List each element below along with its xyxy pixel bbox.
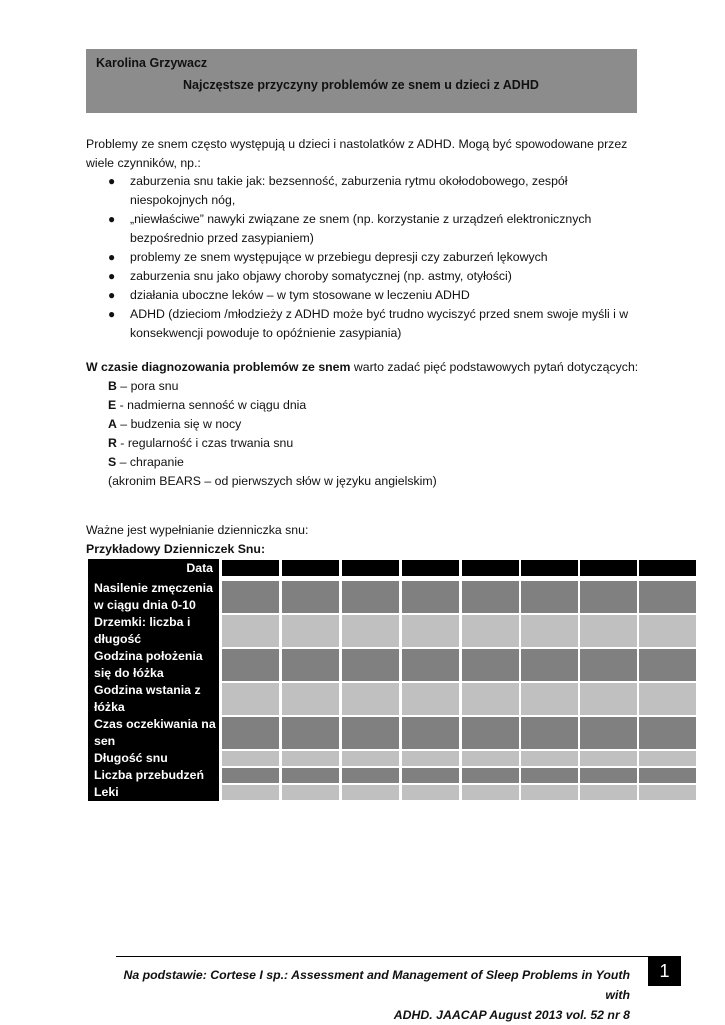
table-cell[interactable] [579,682,638,716]
table-cell[interactable] [221,784,280,801]
bullet-icon: ● [108,288,116,302]
bears-item: R - regularność i czas trwania snu [108,436,294,450]
list-item: ● problemy ze snem występujące w przebiegu depresji czy zaburzeń lękowych [86,248,646,267]
table-cell[interactable] [461,580,520,614]
bears-item: A – budzenia się w nocy [108,417,242,431]
table-cell[interactable] [341,580,400,614]
table-cell[interactable] [520,614,579,648]
bullet-icon: ● [108,307,116,321]
table-cell[interactable] [520,648,579,682]
table-cell[interactable] [221,682,280,716]
table-cell[interactable] [461,767,520,784]
table-cell[interactable] [401,750,460,767]
bears-note: (akronim BEARS – od pierwszych słów w języku angielskim) [108,474,437,488]
bears-item: B – pora snu [108,379,179,393]
table-cell[interactable] [520,750,579,767]
list-item: ● zaburzenia snu jako objawy choroby somatycznej (np. astmy, otyłości) [86,267,646,286]
table-cell[interactable] [341,682,400,716]
page-number: 1 [648,956,681,986]
bullet-icon: ● [108,174,116,188]
table-cell[interactable] [341,750,400,767]
table-cell[interactable] [281,750,340,767]
list-item: ● zaburzenia snu takie jak: bezsenność, zaburzenia rytmu okołodobowego, zespół niespokojnych nóg, [108,174,568,207]
table-cell[interactable] [341,648,400,682]
bears-item: E - nadmierna senność w ciągu dnia [108,398,307,412]
table-row-label: Leki [88,784,219,801]
list-item: ● „niewłaściwe” nawyki związane ze snem (np. korzystanie z urządzeń elektronicznych bezpośrednio przed zasypianiem) [108,212,592,245]
table-cell[interactable] [341,716,400,750]
table-cell[interactable] [221,580,280,614]
intro-paragraph [86,135,646,173]
table-cell[interactable] [638,767,697,784]
table-cell[interactable] [638,716,697,750]
table-header-cell[interactable] [401,559,460,577]
table-cell[interactable] [579,784,638,801]
table-cell[interactable] [579,750,638,767]
table-cell[interactable] [221,767,280,784]
table-row-label: Drzemki: liczba i długość [88,614,219,648]
diagnosis-rest: warto zadać pięć podstawowych pytań dotyczących: [350,360,639,374]
table-cell[interactable] [401,682,460,716]
table-cell[interactable] [579,614,638,648]
table-header-cell[interactable] [579,559,638,577]
table-cell[interactable] [341,614,400,648]
table-header-cell[interactable] [221,559,280,577]
table-cell[interactable] [520,716,579,750]
table-cell[interactable] [221,614,280,648]
header-box [86,49,637,113]
table-cell[interactable] [638,750,697,767]
table-row-label: Godzina położenia się do łóżka [88,648,219,682]
bears-list [108,377,437,491]
table-cell[interactable] [520,784,579,801]
table-cell[interactable] [638,682,697,716]
table-cell[interactable] [579,648,638,682]
intro-line-1: Problemy ze snem często występują u dzieci i nastolatków z ADHD. Mogą być spowodowane przez [86,137,628,151]
diagnosis-paragraph [86,358,646,377]
table-cell[interactable] [461,682,520,716]
bullet-icon: ● [108,212,116,226]
diary-title: Przykładowy Dzienniczek Snu: [86,542,266,556]
footer-divider [116,956,648,957]
table-cell[interactable] [579,716,638,750]
table-cell[interactable] [341,767,400,784]
table-row-label: Czas oczekiwania na sen [88,716,219,750]
table-cell[interactable] [638,648,697,682]
list-item: ● ADHD (dzieciom /młodzieży z ADHD może być trudno wyciszyć przed snem swoje myśli i w konsekwencji powoduje to opóźnienie zasypiania) [108,307,629,340]
bullet-icon: ● [108,250,116,264]
table-cell[interactable] [221,750,280,767]
table-cell[interactable] [461,784,520,801]
table-cell[interactable] [281,614,340,648]
table-cell[interactable] [281,580,340,614]
causes-list [86,172,646,343]
table-cell[interactable] [520,580,579,614]
author-name: Karolina Grzywacz [96,56,208,70]
table-cell[interactable] [221,716,280,750]
table-cell[interactable] [401,580,460,614]
table-header-cell[interactable] [520,559,579,577]
table-cell[interactable] [401,614,460,648]
footer-citation [116,965,630,1025]
table-cell[interactable] [281,784,340,801]
table-header-cell[interactable] [341,559,400,577]
table-row-label: Nasilenie zmęczenia w ciągu dnia 0-10 [88,580,219,614]
table-cell[interactable] [281,716,340,750]
table-cell[interactable] [461,648,520,682]
citation-line-2: ADHD. JAACAP August 2013 vol. 52 nr 8 [393,1008,630,1022]
table-cell[interactable] [221,648,280,682]
table-row-label: Liczba przebudzeń [88,767,219,784]
list-item: ● działania uboczne leków – w tym stosowane w leczeniu ADHD [86,286,646,305]
table-header-cell[interactable] [461,559,520,577]
table-cell[interactable] [281,682,340,716]
document-title: Najczęstsze przyczyny problemów ze snem u dzieci z ADHD [183,78,539,92]
table-cell[interactable] [281,767,340,784]
table-cell[interactable] [281,648,340,682]
table-cell[interactable] [461,614,520,648]
table-cell[interactable] [461,716,520,750]
diary-intro: Ważne jest wypełnianie dzienniczka snu: [86,523,309,537]
diagnosis-bold: W czasie diagnozowania problemów ze snem [86,360,351,374]
table-header-cell[interactable] [281,559,340,577]
table-cell[interactable] [341,784,400,801]
table-cell[interactable] [520,767,579,784]
table-cell[interactable] [638,580,697,614]
intro-line-2: wiele czynników, np.: [86,156,201,170]
table-cell[interactable] [579,767,638,784]
table-row-label: Długość snu [88,750,219,767]
table-cell[interactable] [638,614,697,648]
table-row-label: Godzina wstania z łóżka [88,682,219,716]
table-cell[interactable] [520,682,579,716]
bullet-icon: ● [108,269,116,283]
table-header-label: Data [88,559,219,577]
table-cell[interactable] [401,648,460,682]
table-header-cell[interactable] [638,559,697,577]
table-cell[interactable] [401,784,460,801]
table-cell[interactable] [638,784,697,801]
table-cell[interactable] [401,716,460,750]
table-cell[interactable] [461,750,520,767]
table-cell[interactable] [401,767,460,784]
bears-item: S – chrapanie [108,455,184,469]
table-cell[interactable] [579,580,638,614]
citation-line-1: Na podstawie: Cortese I sp.: Assessment and Management of Sleep Problems in Youth with [123,968,630,1002]
